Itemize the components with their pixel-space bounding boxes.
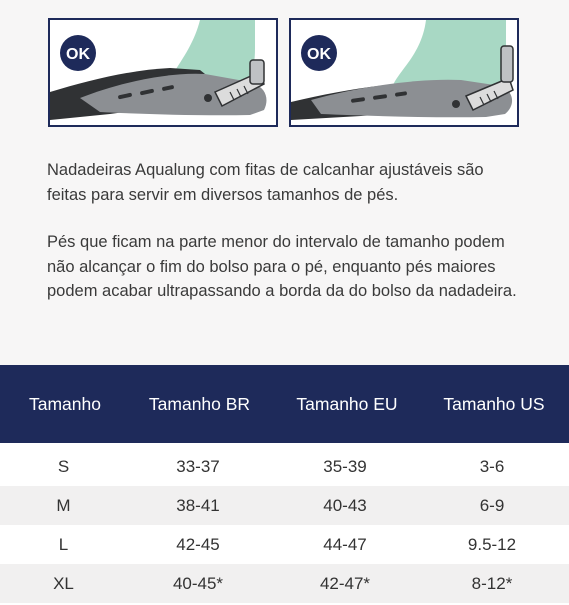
cell-eu: 42-47*	[319, 573, 371, 593]
header-size: Tamanho	[29, 393, 101, 414]
cell-br: 42-45	[176, 534, 220, 554]
size-table	[0, 365, 569, 603]
table-row	[0, 447, 569, 486]
ok-badge-left: OK	[66, 46, 90, 63]
cell-size: M	[56, 495, 71, 515]
cell-us: 3-6	[479, 456, 505, 476]
cell-eu: 40-43	[323, 495, 367, 515]
cell-us: 6-9	[479, 495, 505, 515]
fit-illustration-right	[289, 18, 519, 127]
header-size-br: Tamanho BR	[148, 393, 251, 414]
cell-br: 38-41	[176, 495, 220, 515]
cell-us: 9.5-12	[467, 534, 517, 554]
ok-badge-right: OK	[307, 46, 331, 63]
table-row	[0, 564, 569, 603]
paragraph-fit-info: Nadadeiras Aqualung com fitas de calcanhar ajustáveis são feitas para servir em diversos tamanhos de pés.	[47, 161, 484, 204]
cell-br: 33-37	[176, 456, 220, 476]
fit-illustration-left	[48, 18, 278, 127]
cell-br: 40-45*	[172, 573, 224, 593]
header-size-us: Tamanho US	[443, 393, 545, 414]
table-row	[0, 486, 569, 525]
cell-size: XL	[53, 573, 74, 593]
header-size-eu: Tamanho EU	[296, 393, 398, 414]
fin-heel-strap-illustration-left	[50, 20, 276, 125]
cell-us: 8-12*	[471, 573, 513, 593]
paragraph-size-warning: Pés que ficam na parte menor do intervalo de tamanho podem não alcançar o fim do bolso para o pé, enquanto pés maiores podem acabar ultrapassando a borda da do bolso da nadadeira.	[47, 233, 517, 300]
table-row	[0, 525, 569, 564]
fin-heel-strap-illustration-right	[291, 20, 517, 125]
cell-eu: 35-39	[323, 456, 367, 476]
cell-size: S	[57, 456, 70, 476]
size-table-header	[0, 365, 569, 443]
cell-eu: 44-47	[323, 534, 367, 554]
cell-size: L	[58, 534, 69, 554]
